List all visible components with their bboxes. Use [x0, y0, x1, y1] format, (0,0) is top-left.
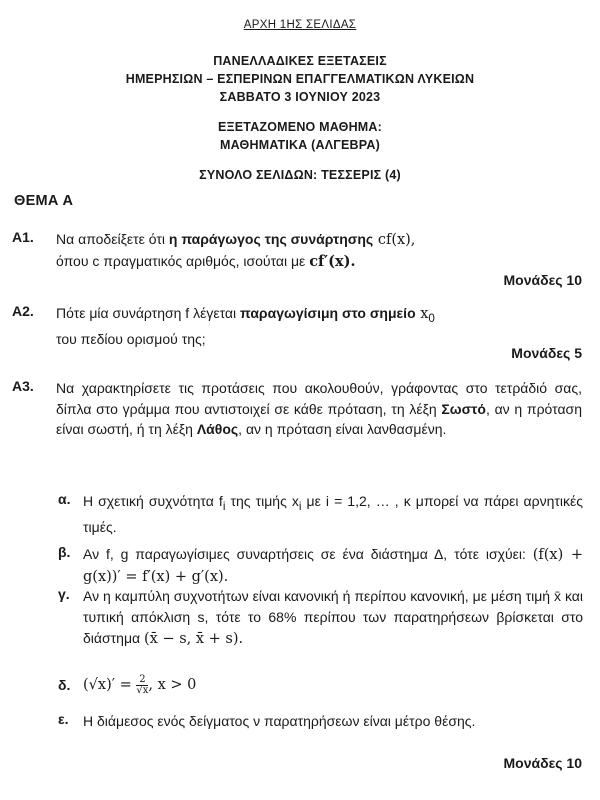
item-epsilon-text: Η διάμεσος ενός δείγματος ν παρατηρήσεων είναι μέτρο θέσης. [83, 713, 476, 729]
header-line-2: ΗΜΕΡΗΣΙΩΝ – ΕΣΠΕΡΙΝΩΝ ΕΠΑΓΓΕΛΜΑΤΙΚΩΝ ΛΥΚΕΙΩΝ [125, 72, 475, 86]
header-line-4: ΕΞΕΤΑΖΟΜΕΝΟ ΜΑΘΗΜΑ: [217, 120, 383, 134]
header-line-6: ΣΥΝΟΛΟ ΣΕΛΙΔΩΝ: ΤΕΣΣΕΡΙΣ (4) [199, 168, 401, 182]
header-line-1: ΠΑΝΕΛΛΑΔΙΚΕΣ ΕΞΕΤΑΣΕΙΣ [213, 54, 387, 68]
item-beta-text: Αν f, g παραγωγίσιμες συναρτήσεις σε ένα διάστημα Δ, τότε ισχύει: (f(x) + g(x))′ = f′(x) + g′(x). [83, 546, 584, 585]
item-delta-text: (√x)′ = $\frac{2}{√x}$ , x > 0 [83, 673, 197, 696]
item-delta-label: δ. [58, 677, 71, 693]
question-a3-marks: Μονάδες 10 [503, 755, 582, 771]
exam-header [0, 52, 600, 184]
item-alpha-text: Η σχετική συχνότητα $f_i$ της τιμής $x_i$ με i = 1,2, … , κ μπορεί να πάρει αρνητικές τιμές. [83, 493, 584, 535]
question-a1-label: Α1. [12, 229, 34, 245]
question-a2-text: Πότε μία συνάρτηση f λέγεται παραγωγίσιμη στο σημείο $x_0$ του πεδίου ορισμού της; [56, 305, 435, 347]
item-beta-label: β. [58, 544, 71, 560]
fraction: $\frac{2}{√x}$ [136, 673, 149, 696]
question-a1-text: Να αποδείξετε ότι η παράγωγος της συνάρτησης cf(x), όπου c πραγματικός αριθμός, ισούται με cf′(x). [56, 231, 416, 270]
question-a3-label: Α3. [12, 378, 34, 394]
item-epsilon-label: ε. [58, 711, 69, 727]
question-a2-marks: Μονάδες 5 [511, 345, 582, 361]
item-gamma-label: γ. [58, 586, 70, 602]
header-line-3: ΣΑΒΒΑΤΟ 3 ΙΟΥΝΙΟΥ 2023 [219, 90, 381, 104]
question-a1-marks: Μονάδες 10 [503, 272, 582, 288]
theme-title: ΘΕΜΑ Α [14, 193, 74, 209]
item-gamma-text: Αν η καμπύλη συχνοτήτων είναι κανονική ή περίπου κανονική, με μέση τιμή x̄ και τυπική απόκλιση s, τότε το 68% περίπου των παρατηρήσεων βρίσκεται στο διάστημα (x̄ − s, x̄ + s). [83, 588, 583, 647]
question-a2-label: Α2. [12, 303, 34, 319]
header-line-5: ΜΑΘΗΜΑΤΙΚΑ (ΑΛΓΕΒΡΑ) [220, 138, 380, 152]
page-banner: ΑΡΧΗ 1ΗΣ ΣΕΛΙΔΑΣ [243, 19, 357, 31]
question-a3-intro: Να χαρακτηρίσετε τις προτάσεις που ακολουθούν, γράφοντας στο τετράδιό σας, δίπλα στο γράμμα που αντιστοιχεί σε κάθε πρόταση, τη λέξη Σωστό, αν η πρόταση είναι σωστή, ή τη λέξη Λάθος, αν η πρόταση είναι λανθασμένη. [56, 380, 582, 437]
item-alpha-label: α. [58, 491, 71, 507]
